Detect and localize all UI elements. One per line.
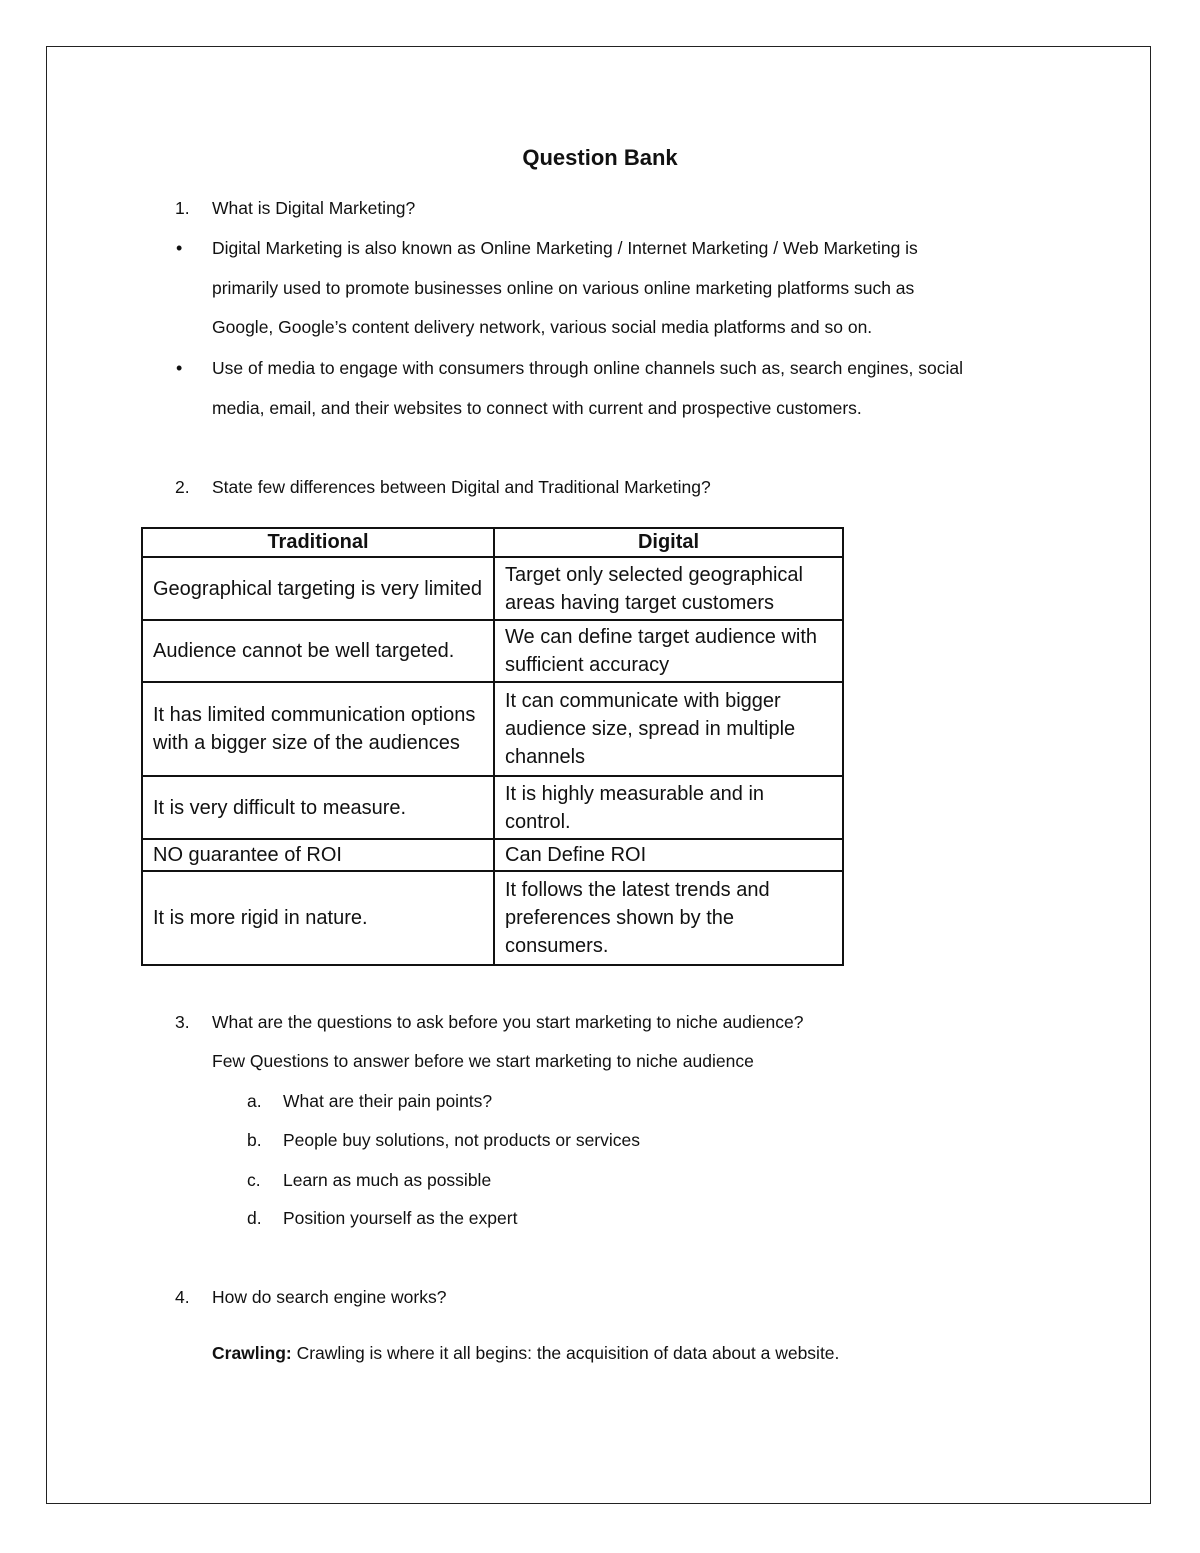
table-row xyxy=(142,682,843,776)
q3-question: What are the questions to ask before you start marketing to niche audience? xyxy=(212,1012,804,1032)
table-cell-digital: Target only selected geographical areas having target customers xyxy=(494,557,843,620)
bullet-icon: • xyxy=(176,358,183,378)
table-cell-traditional: It is more rigid in nature. xyxy=(142,871,494,965)
q3-item-text: Learn as much as possible xyxy=(283,1170,492,1190)
table-cell-digital: It is highly measurable and in control. xyxy=(494,776,843,839)
q3-item-text: People buy solutions, not products or services xyxy=(283,1130,640,1150)
q4-number: 4. xyxy=(175,1287,190,1307)
q3-intro: Few Questions to answer before we start marketing to niche audience xyxy=(212,1051,754,1071)
table-row xyxy=(142,620,843,682)
table-cell-traditional: NO guarantee of ROI xyxy=(142,839,494,871)
q1-number: 1. xyxy=(175,198,190,218)
table-cell-digital: We can define target audience with sufficient accuracy xyxy=(494,620,843,682)
table-cell-digital: It follows the latest trends and preferences shown by the consumers. xyxy=(494,871,843,965)
q3-item-marker: c. xyxy=(247,1170,261,1190)
table-row xyxy=(142,871,843,965)
table-cell-traditional: It has limited communication options with a bigger size of the audiences xyxy=(142,682,494,776)
table-cell-digital: Can Define ROI xyxy=(494,839,843,871)
q1-bullet2-line1: Use of media to engage with consumers through online channels such as, search engines, social xyxy=(212,358,963,378)
table-cell-traditional: Audience cannot be well targeted. xyxy=(142,620,494,682)
crawling-text: Crawling is where it all begins: the acquisition of data about a website. xyxy=(291,1343,840,1363)
table-row xyxy=(142,839,843,871)
q3-item-text: Position yourself as the expert xyxy=(283,1208,518,1228)
q2-question: State few differences between Digital and Traditional Marketing? xyxy=(212,477,711,497)
bullet-icon: • xyxy=(176,238,183,258)
crawling-label: Crawling: xyxy=(212,1343,292,1363)
q3-item-marker: d. xyxy=(247,1208,262,1228)
table-header-traditional: Traditional xyxy=(142,528,494,557)
table-header-digital: Digital xyxy=(494,528,843,557)
table-row xyxy=(142,776,843,839)
table-cell-digital: It can communicate with bigger audience size, spread in multiple channels xyxy=(494,682,843,776)
comparison-table xyxy=(141,527,844,966)
q4-question: How do search engine works? xyxy=(212,1287,447,1307)
q1-bullet1-line2: primarily used to promote businesses online on various online marketing platforms such as xyxy=(212,278,915,298)
q1-bullet1-line3: Google, Google’s content delivery network, various social media platforms and so on. xyxy=(212,317,873,337)
q1-bullet1-line1: Digital Marketing is also known as Online Marketing / Internet Marketing / Web Marketing is xyxy=(212,238,918,258)
table-cell-traditional: Geographical targeting is very limited xyxy=(142,557,494,620)
q1-bullet2-line2: media, email, and their websites to connect with current and prospective customers. xyxy=(212,398,862,418)
document-title: Question Bank xyxy=(522,145,678,170)
table-row xyxy=(142,557,843,620)
table-header-row xyxy=(142,528,843,557)
table-cell-traditional: It is very difficult to measure. xyxy=(142,776,494,839)
q3-item-text: What are their pain points? xyxy=(283,1091,493,1111)
q4-crawling-paragraph xyxy=(212,1342,839,1364)
q1-question: What is Digital Marketing? xyxy=(212,198,416,218)
q3-item-marker: b. xyxy=(247,1130,262,1150)
q3-number: 3. xyxy=(175,1012,190,1032)
q3-item-marker: a. xyxy=(247,1091,262,1111)
q2-number: 2. xyxy=(175,477,190,497)
